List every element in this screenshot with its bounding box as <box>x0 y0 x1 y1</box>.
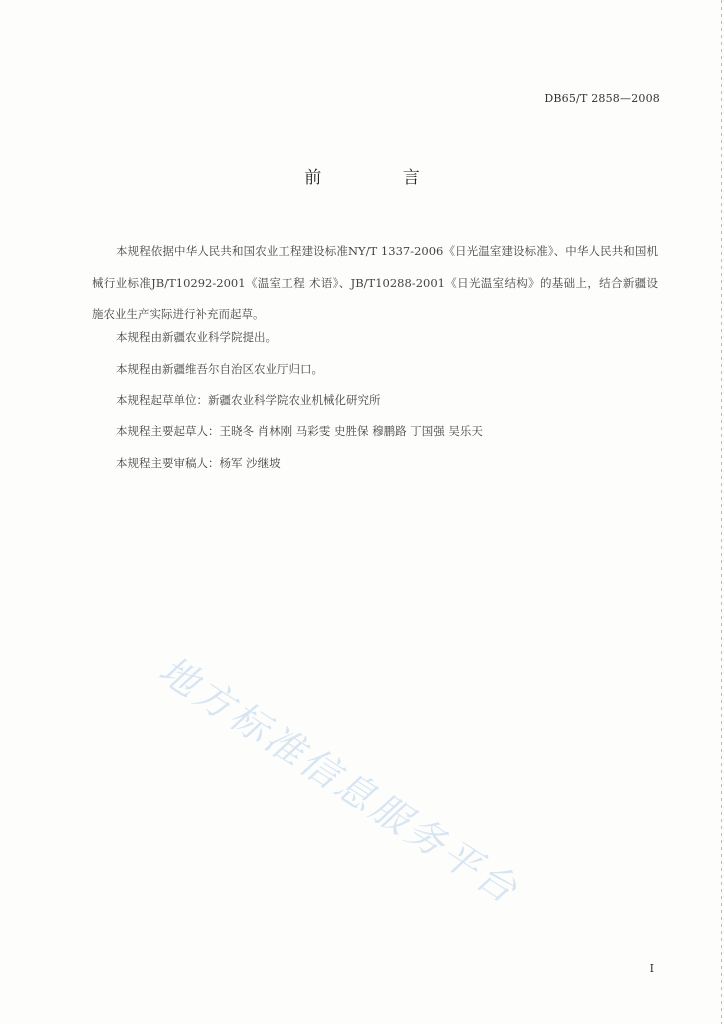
proposer-line: 本规程由新疆农业科学院提出。 <box>116 330 277 344</box>
scan-edge-line <box>721 0 722 1024</box>
intro-paragraph: 本规程依据中华人民共和国农业工程建设标准NY/T 1337-2006《日光温室建设标准》、中华人民共和国机械行业标准JB/T10292-2001《温室工程 术语》、JB/T10288-2001《日光温室结构》的基础上，结合新疆设施农业生产实际进行补充而起草。 <box>92 244 658 321</box>
foreword-body <box>92 236 658 331</box>
drafting-unit-line: 本规程起草单位：新疆农业科学院农业机械化研究所 <box>116 393 381 407</box>
page-number: I <box>649 962 654 975</box>
standard-code: DB65/T 2858—2008 <box>544 92 660 105</box>
watermark: 地方标准信息服务平台 <box>151 647 528 914</box>
page-title: 前 言 <box>304 168 458 188</box>
reviewers-line: 本规程主要审稿人：杨军 沙继坡 <box>116 456 281 470</box>
authority-line: 本规程由新疆维吾尔自治区农业厅归口。 <box>116 362 323 376</box>
drafters-line: 本规程主要起草人：王晓冬 肖林刚 马彩雯 史胜保 穆鹏路 丁国强 吴乐天 <box>116 424 483 438</box>
